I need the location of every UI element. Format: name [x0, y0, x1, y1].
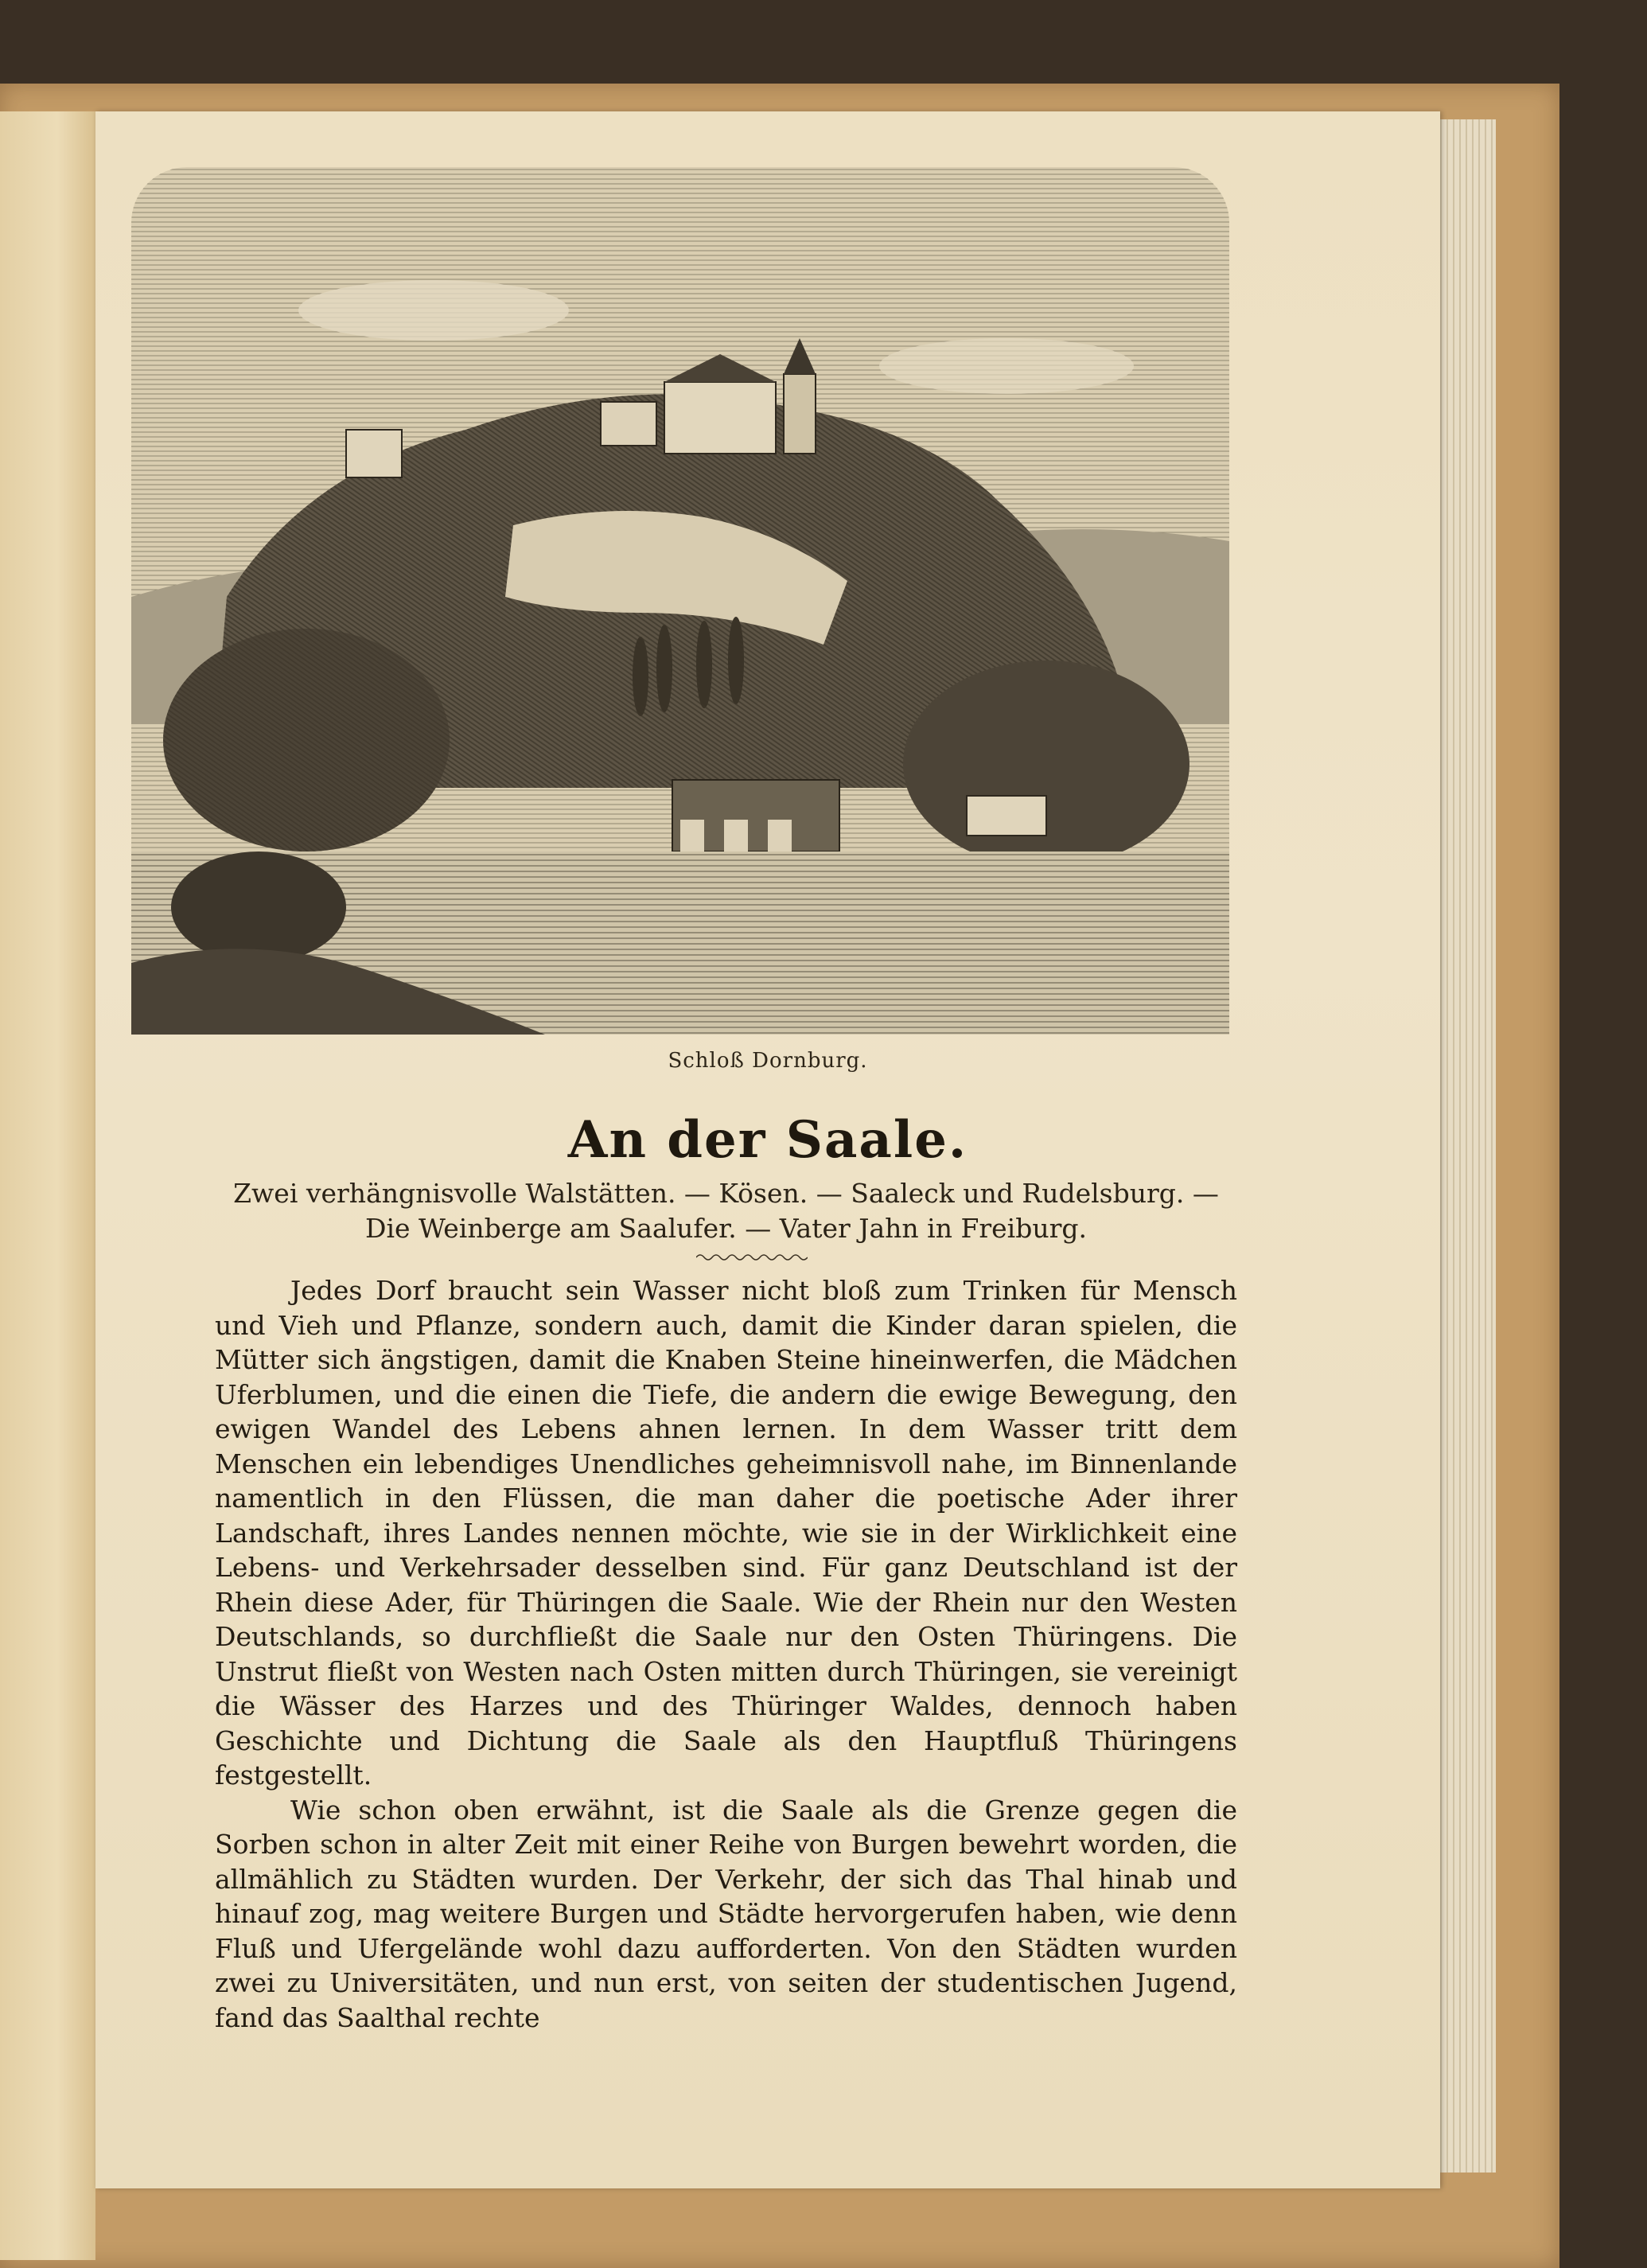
chapter-summary: Zwei verhängnisvolle Walstätten. — Kösen. — Saaleck und Rudelsburg. — Die Weinberge am Saalufer. — Vater Jahn in Freiburg.: [233, 1178, 1219, 1244]
chapter-body: [215, 1273, 1237, 2035]
castle-engraving-illustration: [131, 167, 1229, 1035]
paragraph: Jedes Dorf braucht sein Wasser nicht bloß zum Trinken für Mensch und Vieh und Pflanze, sondern auch, damit die Kinder daran spielen, die Mütter sich ängstigen, damit die Knaben Steine hineinwerfen, die Mädchen Uferblumen, und die einen die Tiefe, die andern die ewige Bewegung, den ewigen Wandel des Lebens ahnen lernen. In dem Wasser tritt dem Menschen ein lebendiges Unendliches geheimnisvoll nahe, im Binnenlande namentlich in den Flüssen, die man daher die poetische Ader ihrer Landschaft, ihres Landes nennen möchte, wie sie in der Wirklichkeit eine Lebens- und Verkehrsader desselben sind. Für ganz Deutschland ist der Rhein diese Ader, für Thüringen die Saale. Wie der Rhein nur den Westen Deutschlands, so durchfließt die Saale nur den Osten Thüringens. Die Unstrut fließt von Westen nach Osten mitten durch Thüringen, sie vereinigt die Wässer des Harzes und des Thüringer Waldes, dennoch haben Geschichte und Dichtung die Saale als den Hauptfluß Thüringens festgestellt.: [215, 1275, 1237, 1791]
left-page-edge: [0, 111, 95, 2260]
chapter-title: An der Saale.: [567, 1110, 968, 1170]
divider-ornament: [696, 1251, 808, 1264]
paragraph: Wie schon oben erwähnt, ist die Saale als die Grenze gegen die Sorben schon in alter Zeit mit einer Reihe von Burgen bewehrt worden, die allmählich zu Städten wurden. Der Verkehr, der sich das Thal hinab und hinauf zog, mag weitere Burgen und Städte hervorgerufen haben, wie denn Fluß und Ufergelände wohl dazu aufforderten. Von den Städten wurden zwei zu Universitäten, und nun erst, von seiten der studentischen Jugend, fand das Saalthal rechte: [215, 1794, 1237, 2033]
illustration-caption: Schloß Dornburg.: [668, 1049, 868, 1073]
